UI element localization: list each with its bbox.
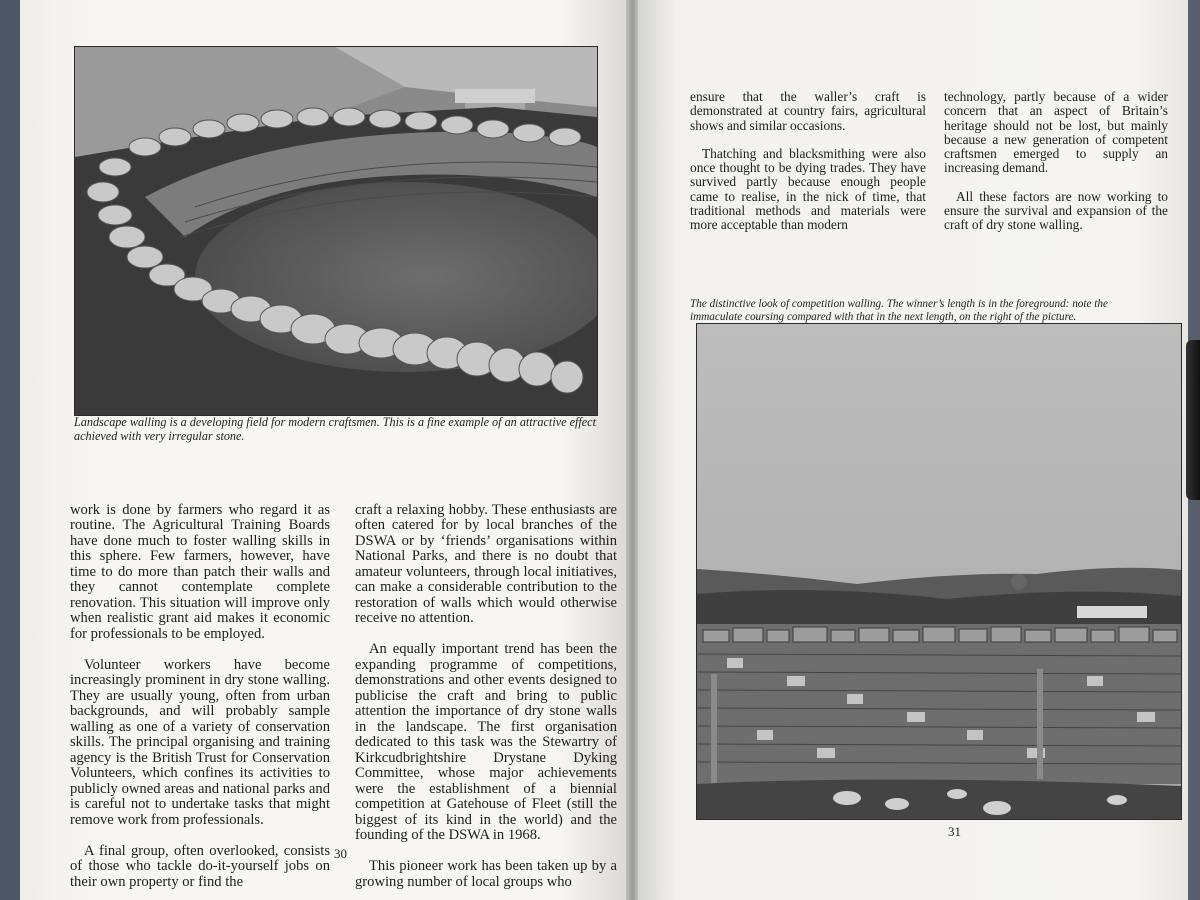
left-photo-caption: Landscape walling is a developing field for modern craftsmen. This is a fine example of an attractive effect achieved with very irregular stone. [74, 415, 596, 443]
paragraph: ensure that the waller’s craft is demonstrated at country fairs, agricultural shows and similar occasions. [690, 89, 926, 133]
paragraph: technology, partly because of a wider concern that an aspect of Britain’s heritage should not be lost, but mainly because a new generation of competent craftsmen emerged to supply an increasing demand. [944, 89, 1168, 176]
left-column-2 [355, 487, 617, 900]
paragraph: Volunteer workers have become increasingly prominent in dry stone walling. They are usually young, often from urban backgrounds, and will probably sample walling as one of a variety of conservation skills. The principal organising and training agency is the British Trust for Conservation Volunteers, which confines its activities to publicly owned areas and national parks and is careful not to undertake tasks that might remove work from professionals. [70, 656, 330, 828]
paragraph: Thatching and blacksmithing were also once thought to be dying trades. They have survived partly because enough people came to realise, in the nick of time, that traditional methods and materials were more acceptable than modern [690, 146, 926, 233]
paragraph: work is done by farmers who regard it as routine. The Agricultural Training Boards have done much to foster walling skills in this sphere. Few farmers, however, have time to do more than patch their walls and they cannot contemplate complete renovation. This situation will improve only when realistic grant aid makes it economic for professionals to be employed. [70, 501, 330, 642]
left-page [20, 0, 632, 900]
competition-walling-photo [696, 323, 1182, 820]
paragraph: This pioneer work has been taken up by a growing number of local groups who [355, 858, 617, 890]
book-gutter [626, 0, 638, 900]
right-column-2 [944, 76, 1168, 246]
paragraph: craft a relaxing hobby. These enthusiasts are often catered for by local branches of the DSWA or by ‘friends’ organisations within National Parks, and there is no doubt that amateur volunteers, through local initiatives, can make a considerable contribution to the restoration of walls which would otherwise receive no attention. [355, 501, 617, 626]
paragraph: A final group, often overlooked, consists of those who tackle do-it-yourself jobs on their own property or find the [70, 842, 330, 890]
right-page [632, 0, 1188, 900]
right-column-1 [690, 76, 926, 246]
landscape-walling-photo [74, 46, 598, 416]
paragraph: An equally important trend has been the expanding programme of competitions, demonstrations and other events designed to publicise the craft and bring to public attention the importance of dry stone walls in the landscape. The first organisation dedicated to this task was the Stewartry of Kirkcudbrightshire Drystane Dyking Committee, whose major achievements were the establishment of a biennial competition at Gatehouse of Fleet (still the biggest of its kind in the world) and the founding of the DSWA in 1968. [355, 641, 617, 843]
binder-clip-edge [1186, 340, 1200, 500]
left-column-1 [70, 487, 330, 900]
right-photo-caption: The distinctive look of competition walling. The winner’s length is in the foreground: note the immaculate coursing compared with that in the next length, on the right of the picture. [690, 298, 1108, 323]
paragraph: All these factors are now working to ensure the survival and expansion of the craft of dry stone walling. [944, 188, 1168, 233]
page-number-right: 31 [948, 824, 961, 839]
page-number-left: 30 [334, 846, 347, 861]
